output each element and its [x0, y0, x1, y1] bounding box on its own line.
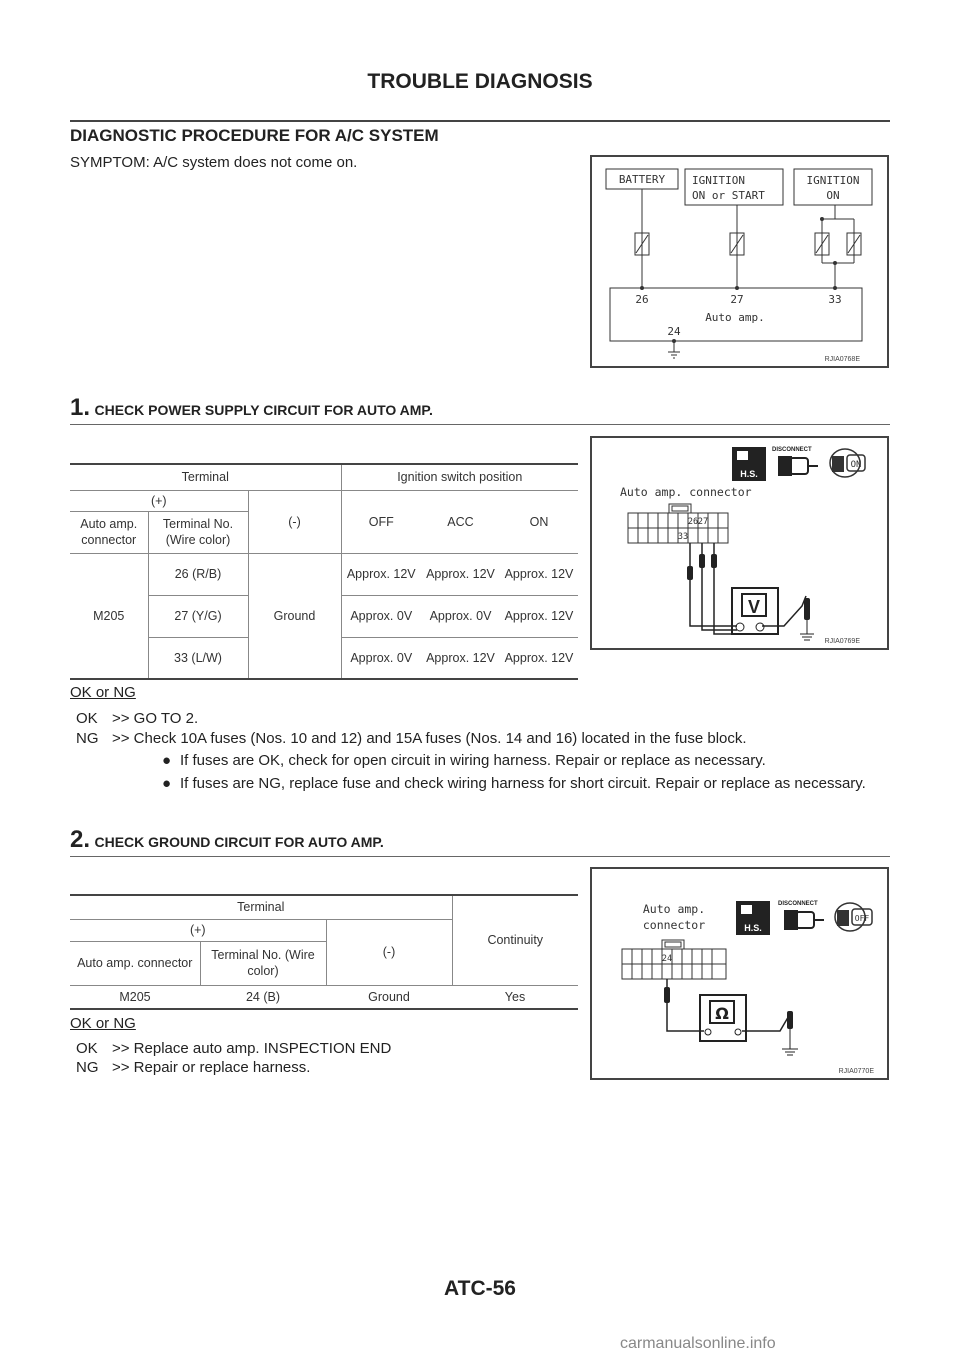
bullet-icon: ● [162, 775, 172, 792]
voltage-check-diagram [592, 438, 887, 648]
step-1-ng-text: >> Check 10A fuses (Nos. 10 and 12) and 15A fuses (Nos. 14 and 16) located in the fuse block. [112, 730, 747, 747]
continuity-check-figure [590, 867, 889, 1080]
battery-label: BATTERY [618, 173, 666, 186]
header-terminal-no: Terminal No. (Wire color) [148, 511, 248, 553]
ground-cell: Ground [368, 989, 410, 1004]
ignition-start-label-line2: ON or START [692, 189, 765, 202]
on-value: Approx. 12V [500, 595, 578, 637]
header-off: OFF [341, 490, 421, 553]
on-value: Approx. 12V [500, 553, 578, 595]
terminal-cell: 33 (L/W) [148, 637, 248, 679]
auto-amp-connector-icon [622, 940, 726, 979]
off-value: Approx. 0V [341, 595, 421, 637]
header-terminal: Terminal [70, 464, 341, 490]
bullet-icon: ● [162, 752, 172, 769]
acc-value: Approx. 12V [426, 650, 495, 665]
ohmmeter-icon [700, 995, 746, 1041]
pin-33-label: 33 [677, 532, 689, 542]
pin-24-label: 24 [661, 954, 673, 964]
svg-text:H.S.: H.S. [740, 469, 758, 479]
step-1-ng-key: NG [76, 730, 99, 747]
header-plus: (+) [70, 490, 248, 511]
ignition-key-icon [830, 449, 865, 477]
step-2-ok-or-ng: OK or NG [70, 1015, 136, 1032]
power-supply-table [70, 463, 578, 680]
pin-26-label: 26 [687, 517, 699, 527]
off-value: Approx. 0V [350, 650, 413, 665]
ignition-start-label-line1: IGNITION [692, 174, 745, 187]
ignition-on-label-line1: IGNITION [806, 174, 860, 187]
svg-text:DISCONNECT: DISCONNECT [778, 901, 818, 907]
header-terminal: Terminal [70, 895, 452, 919]
header-on: ON [500, 490, 578, 553]
header-acc: ACC [421, 490, 500, 553]
step-1-divider [70, 424, 890, 425]
continuity-result: Yes [504, 989, 526, 1004]
connector-label: Auto amp. connector [620, 485, 752, 499]
svg-text:Ω: Ω [715, 1004, 729, 1023]
test-leads [667, 979, 798, 1055]
step-1-title: CHECK POWER SUPPLY CIRCUIT FOR AUTO AMP. [94, 402, 433, 418]
connector-label-line1: Auto amp. [642, 902, 706, 916]
header-continuity: Continuity [452, 895, 578, 985]
figure-code: RJIA0770E [838, 1068, 874, 1075]
step-2-divider [70, 856, 890, 857]
svg-text:OFF: OFF [854, 914, 870, 923]
hs-badge-icon [732, 447, 766, 481]
step-2-ng-text: >> Repair or replace harness. [112, 1059, 311, 1076]
step-2-ok-key: OK [76, 1040, 98, 1057]
svg-text:H.S.: H.S. [744, 923, 762, 933]
test-leads [690, 543, 814, 640]
connector-label-line2: connector [642, 918, 706, 932]
svg-text:ON: ON [850, 460, 862, 470]
step-1-ok-text: >> GO TO 2. [112, 710, 199, 727]
page-number: ATC-56 [444, 1277, 516, 1300]
terminal-cell: 24 (B) [245, 989, 281, 1004]
section-title: DIAGNOSTIC PROCEDURE FOR A/C SYSTEM [70, 126, 439, 145]
step-2-ng-key: NG [76, 1059, 99, 1076]
symptom-text: SYMPTOM: A/C system does not come on. [70, 154, 358, 171]
header-ignition-position: Ignition switch position [341, 464, 578, 490]
step-2-number: 2. [70, 826, 91, 853]
header-connector: Auto amp. connector [70, 511, 148, 553]
hs-badge-icon [736, 901, 770, 935]
header-connector: Auto amp. connector [70, 941, 200, 985]
header-plus: (+) [70, 919, 326, 941]
acc-value: Approx. 0V [421, 595, 500, 637]
continuity-check-diagram [592, 869, 887, 1078]
header-minus: (-) [248, 490, 341, 553]
disconnect-connector-icon [778, 901, 824, 930]
connector-cell: M205 [70, 553, 148, 679]
ignition-key-icon [835, 903, 872, 931]
figure-code: RJIA0769E [824, 638, 860, 645]
circuit-diagram-figure [590, 155, 889, 368]
svg-text:DISCONNECT: DISCONNECT [772, 447, 812, 453]
terminal-cell: 26 (R/B) [148, 553, 248, 595]
terminal-24-label: 24 [667, 325, 681, 338]
step-1-heading [70, 394, 433, 422]
header-terminal-no: Terminal No. (Wire color) [200, 941, 326, 985]
voltmeter-icon [732, 588, 778, 634]
figure-code: RJIA0768E [824, 356, 860, 363]
title-divider [70, 120, 890, 122]
connector-cell: M205 [119, 989, 151, 1004]
ground-circuit-table [70, 894, 578, 1010]
terminal-33-label: 33 [828, 293, 842, 306]
on-value: Approx. 12V [504, 650, 574, 665]
step-1-ok-or-ng: OK or NG [70, 684, 136, 701]
header-minus: (-) [326, 919, 452, 985]
step-1-bullet-1: If fuses are OK, check for open circuit in wiring harness. Repair or replace as necessary. [180, 752, 766, 769]
terminal-26-label: 26 [635, 293, 649, 306]
step-2-title: CHECK GROUND CIRCUIT FOR AUTO AMP. [94, 834, 384, 850]
acc-value: Approx. 12V [421, 553, 500, 595]
step-1-ok-key: OK [76, 710, 98, 727]
ground-cell: Ground [248, 553, 341, 679]
auto-amp-label: Auto amp. [705, 311, 765, 324]
voltage-check-figure [590, 436, 889, 650]
off-value: Approx. 12V [341, 553, 421, 595]
disconnect-connector-icon [772, 447, 818, 476]
terminal-cell: 27 (Y/G) [148, 595, 248, 637]
step-2-ok-text: >> Replace auto amp. INSPECTION END [112, 1040, 392, 1057]
step-1-number: 1. [70, 394, 91, 421]
page-title: TROUBLE DIAGNOSIS [367, 70, 593, 93]
circuit-diagram [592, 157, 887, 366]
svg-text:V: V [747, 597, 761, 617]
step-1-bullet-2: If fuses are NG, replace fuse and check wiring harness for short circuit. Repair or replace as necessary. [180, 775, 866, 792]
ignition-on-label-line2: ON [826, 189, 840, 202]
step-2-heading [70, 826, 384, 854]
watermark: carmanualsonline.info [620, 1335, 776, 1352]
pin-27-label: 27 [697, 517, 709, 527]
terminal-27-label: 27 [730, 293, 744, 306]
